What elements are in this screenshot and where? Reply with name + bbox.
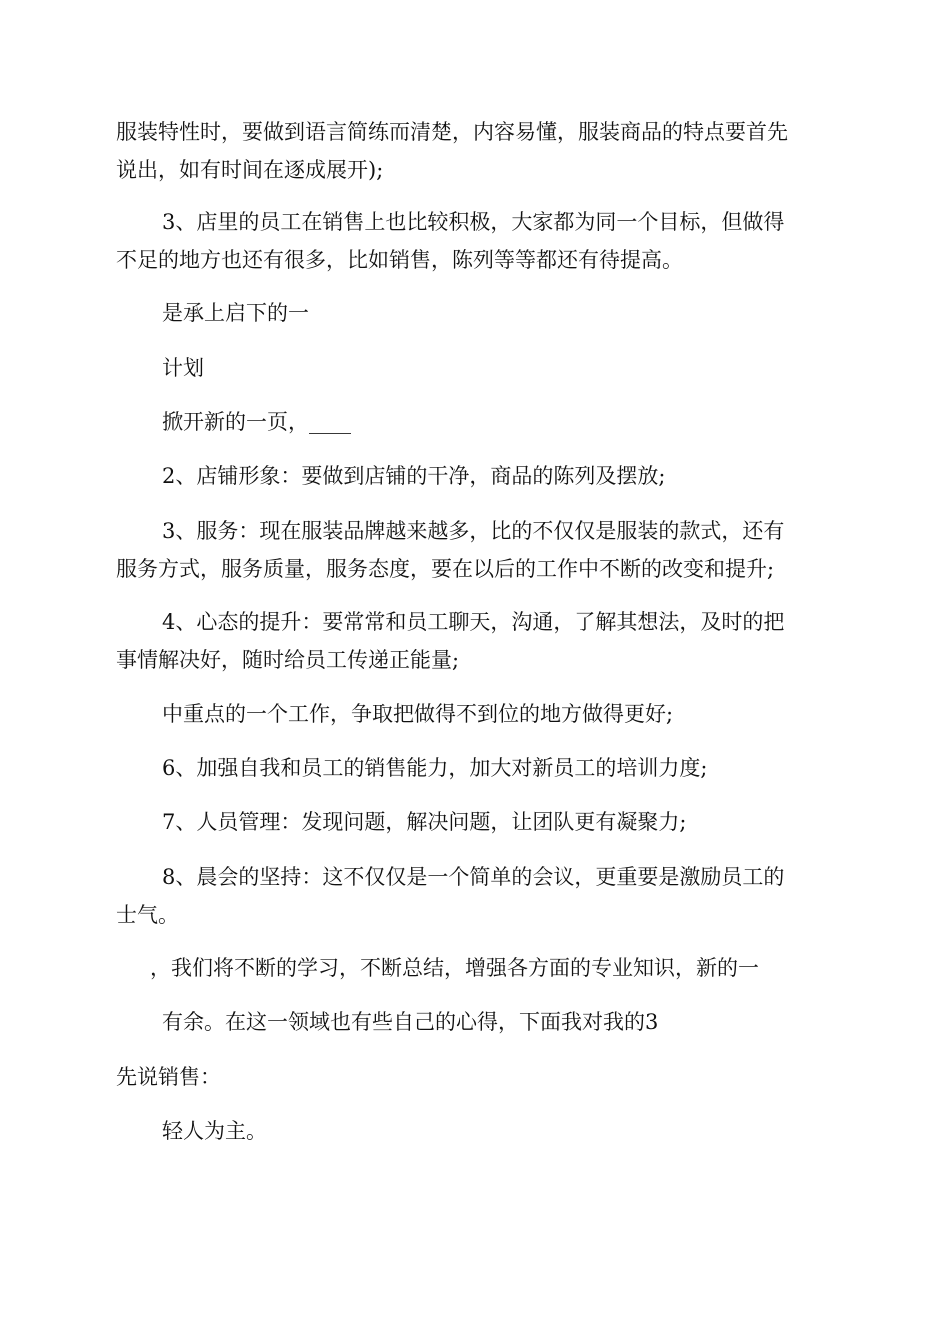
- paragraph-6: [162, 457, 665, 495]
- text-line: 不足的地方也还有很多，比如销售，陈列等等都还有待提高。: [116, 248, 683, 272]
- text-line: 是承上启下的一: [162, 301, 309, 325]
- text-line: 服装特性时，要做到语言简练而清楚，内容易懂，服装商品的特点要首先: [116, 120, 788, 144]
- text-line: 有余。在这一领域也有些自己的心得，下面我对我的3: [162, 1010, 659, 1034]
- text-line: 8、晨会的坚持：这不仅仅是一个简单的会议，更重要是激励员工的: [162, 865, 785, 889]
- text-line: 2、店铺形象：要做到店铺的干净，商品的陈列及摆放;: [162, 464, 666, 488]
- paragraph-7: [116, 512, 785, 588]
- text-line: 事情解决好，随时给员工传递正能量;: [116, 648, 460, 672]
- paragraph-13: [150, 949, 759, 987]
- text-line: 掀开新的一页，____: [162, 410, 351, 434]
- paragraph-16: [162, 1112, 267, 1150]
- paragraph-1: [116, 113, 788, 189]
- text-line: 中重点的一个工作，争取把做得不到位的地方做得更好;: [162, 702, 674, 726]
- text-line: 6、加强自我和员工的销售能力，加大对新员工的培训力度;: [162, 756, 708, 780]
- text-line: 服务方式，服务质量，服务态度，要在以后的工作中不断的改变和提升;: [116, 557, 775, 581]
- text-line: 说出，如有时间在逐成展开);: [116, 158, 384, 182]
- paragraph-5: [162, 403, 351, 441]
- paragraph-3: [162, 294, 309, 332]
- paragraph-2: [116, 203, 785, 279]
- text-line: 4、心态的提升：要常常和员工聊天，沟通，了解其想法，及时的把: [162, 610, 785, 634]
- paragraph-10: [162, 749, 707, 787]
- text-line: 轻人为主。: [162, 1119, 267, 1143]
- paragraph-4: [162, 349, 204, 387]
- paragraph-11: [162, 803, 686, 841]
- text-line: 3、服务：现在服装品牌越来越多，比的不仅仅是服装的款式，还有: [162, 519, 785, 543]
- text-line: 3、店里的员工在销售上也比较积极，大家都为同一个目标，但做得: [162, 210, 785, 234]
- paragraph-9: [162, 695, 673, 733]
- text-line: 计划: [162, 356, 204, 380]
- text-line: ，我们将不断的学习，不断总结，增强各方面的专业知识，新的一: [150, 956, 759, 980]
- text-line: 7、人员管理：发现问题，解决问题，让团队更有凝聚力;: [162, 810, 687, 834]
- paragraph-8: [116, 603, 785, 679]
- text-line: 先说销售：: [116, 1065, 221, 1089]
- paragraph-12: [116, 858, 785, 934]
- paragraph-15: [116, 1058, 221, 1096]
- text-line: 士气。: [116, 903, 179, 927]
- paragraph-14: [162, 1003, 658, 1041]
